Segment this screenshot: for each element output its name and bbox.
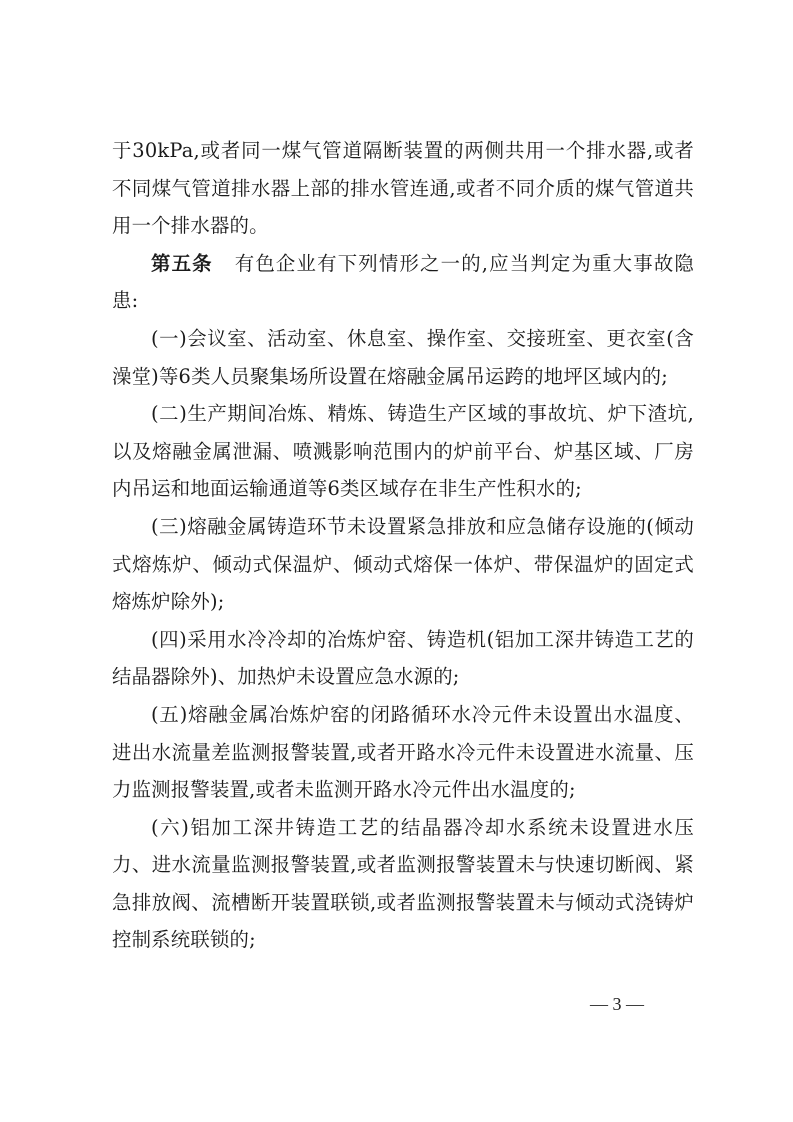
article-five (112, 245, 694, 320)
list-item-1: (一)会议室、活动室、休息室、操作室、交接班室、更衣室(含澡堂)等6类人员聚集场所设置在熔融金属吊运跨的地坪区域内的; (112, 326, 694, 388)
list-item-2: (二)生产期间冶炼、精炼、铸造生产区域的事故坑、炉下渣坑,以及熔融金属泄漏、喷溅影响范围内的炉前平台、炉基区域、厂房内吊运和地面运输通道等6类区域存在非生产性积水的; (112, 402, 694, 501)
article-text: 有色企业有下列情形之一的,应当判定为重大事故隐患: (112, 251, 694, 313)
paragraph-continuation: 于30kPa,或者同一煤气管道隔断装置的两侧共用一个排水器,或者不同煤气管道排水器上部的排水管连通,或者不同介质的煤气管道共用一个排水器的。 (112, 139, 694, 238)
article-label: 第五条 (151, 251, 213, 275)
list-item-4: (四)采用水冷冷却的冶炼炉窑、铸造机(铝加工深井铸造工艺的结晶器除外)、加热炉未设置应急水源的; (112, 627, 694, 689)
page-number: — 3 — (590, 994, 644, 1014)
list-item-3: (三)熔融金属铸造环节未设置紧急排放和应急储存设施的(倾动式熔炼炉、倾动式保温炉、倾动式熔保一体炉、带保温炉的固定式熔炼炉除外); (112, 514, 694, 614)
list-item-5: (五)熔融金属冶炼炉窑的闭路循环水冷元件未设置出水温度、进出水流量差监测报警装置,或者开路水冷元件未设置进水流量、压力监测报警装置,或者未监测开路水冷元件出水温度的; (112, 702, 694, 802)
document-body (112, 132, 694, 959)
list-item-6: (六)铝加工深井铸造工艺的结晶器冷却水系统未设置进水压力、进水流量监测报警装置,或者监测报警装置未与快速切断阀、紧急排放阀、流槽断开装置联锁,或者监测报警装置未与倾动式浇铸炉控制系统联锁的; (112, 815, 694, 952)
